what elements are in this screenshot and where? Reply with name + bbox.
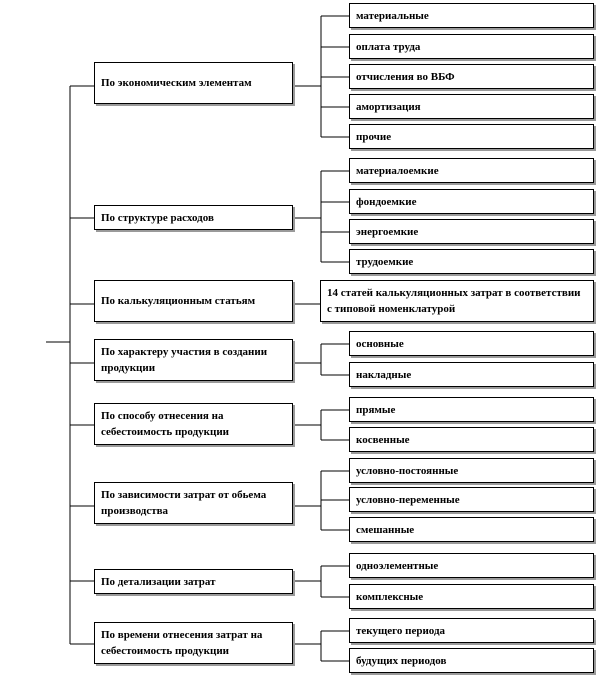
category-label: По времени отнесения затрат на себестоимость продукции	[101, 629, 263, 657]
category-time-assignment	[94, 622, 293, 664]
category-cost-structure	[94, 205, 293, 230]
item-box	[320, 280, 594, 322]
item-label: отчисления во ВБФ	[356, 70, 455, 83]
item-box	[349, 124, 594, 149]
category-production-participation	[94, 339, 293, 381]
item-label: прочие	[356, 130, 392, 143]
category-label: По структуре расходов	[101, 211, 214, 224]
item-box	[349, 331, 594, 356]
item-label: текущего периода	[356, 624, 446, 637]
item-label: основные	[356, 337, 404, 350]
item-label: материальные	[356, 9, 429, 22]
item-label: смешанные	[356, 523, 415, 536]
item-box	[349, 189, 594, 214]
category-label: По характеру участия в создании продукции	[101, 346, 268, 374]
category-label: По детализации затрат	[101, 575, 216, 588]
category-volume-dependency	[94, 482, 293, 524]
item-label: амортизация	[356, 100, 421, 113]
item-label: условно-постоянные	[356, 464, 459, 477]
item-box	[349, 517, 594, 542]
category-cost-assignment	[94, 403, 293, 445]
item-box	[349, 362, 594, 387]
category-label: По зависимости затрат от обьема производства	[101, 489, 267, 517]
item-box	[349, 158, 594, 183]
item-label: материалоемкие	[356, 164, 439, 177]
item-box	[349, 427, 594, 452]
category-calculation-items	[94, 280, 293, 322]
item-box	[349, 648, 594, 673]
item-label: 14 статей калькуляционных затрат в соответствии с типовой номенклатурой	[327, 287, 581, 315]
item-label: накладные	[356, 368, 412, 381]
item-box	[349, 553, 594, 578]
item-box	[349, 219, 594, 244]
item-box	[349, 487, 594, 512]
category-economic-elements	[94, 62, 293, 104]
item-box	[349, 458, 594, 483]
category-cost-detail	[94, 569, 293, 594]
item-box	[349, 3, 594, 28]
item-label: будущих периодов	[356, 654, 447, 667]
item-label: косвенные	[356, 433, 410, 446]
category-label: По калькуляционным статьям	[101, 295, 256, 307]
item-box	[349, 34, 594, 59]
item-box	[349, 249, 594, 274]
item-box	[349, 64, 594, 89]
item-box	[349, 94, 594, 119]
item-box	[349, 584, 594, 609]
item-label: комплексные	[356, 590, 424, 603]
item-label: оплата труда	[356, 40, 421, 53]
category-label: По способу отнесения на себестоимость продукции	[101, 410, 230, 438]
item-box	[349, 397, 594, 422]
item-label: условно-переменные	[356, 493, 460, 506]
item-label: прямые	[356, 403, 396, 416]
item-label: энергоемкие	[356, 225, 419, 238]
item-label: трудоемкие	[356, 255, 414, 268]
item-label: одноэлементные	[356, 559, 439, 572]
item-label: фондоемкие	[356, 195, 417, 208]
item-box	[349, 618, 594, 643]
category-label: По экономическим элементам	[101, 77, 252, 89]
